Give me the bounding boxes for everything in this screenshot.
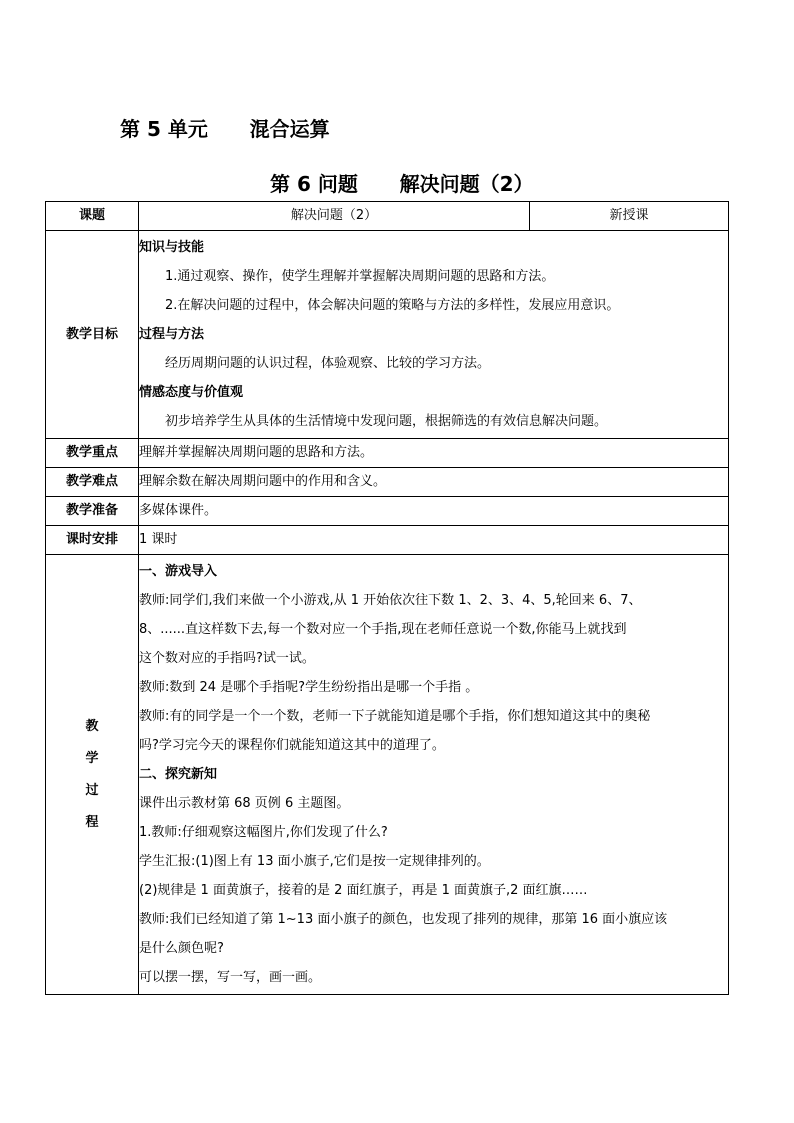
difficulty-value: 理解余数在解决周期问题中的作用和含义。	[139, 468, 729, 497]
row-process	[46, 555, 729, 995]
time-value: 1 课时	[139, 526, 729, 555]
goals-line: 经历周期问题的认识过程，体验观察、比较的学习方法。	[165, 355, 491, 371]
goals-line: 1.通过观察、操作，使学生理解并掌握解决周期问题的思路和方法。	[165, 268, 555, 284]
process-line: 教师:数到 24 是哪个手指呢?学生纷纷指出是哪一个手指 。	[139, 679, 479, 695]
lesson-plan-table	[45, 201, 729, 995]
process-heading: 一、游戏导入	[139, 563, 218, 579]
goals-line: 2.在解决问题的过程中，体会解决问题的策略与方法的多样性，发展应用意识。	[165, 297, 620, 313]
goals-heading: 知识与技能	[139, 239, 205, 255]
row-prep	[46, 497, 729, 526]
process-label-char: 学	[85, 750, 99, 766]
lesson-title: 第 6 问题 解决问题（2）	[270, 172, 534, 196]
process-line: 可以摆一摆，写一写，画一画。	[139, 969, 322, 985]
process-line: 是什么颜色呢?	[139, 940, 224, 956]
process-line: 8、......直这样数下去,每一个数对应一个手指,现在老师任意说一个数,你能马上就找到	[139, 621, 627, 637]
label-goals: 教学目标	[46, 231, 139, 439]
process-content	[139, 555, 729, 995]
label-process	[46, 555, 139, 995]
row-difficulty	[46, 468, 729, 497]
process-line: 这个数对应的手指吗?试一试。	[139, 650, 315, 666]
row-key	[46, 439, 729, 468]
process-label-char: 教	[85, 718, 99, 734]
label-difficulty: 教学难点	[46, 468, 139, 497]
key-value: 理解并掌握解决周期问题的思路和方法。	[139, 439, 729, 468]
row-goals	[46, 231, 729, 439]
lesson-type: 新授课	[530, 202, 729, 231]
process-line: 学生汇报:(1)图上有 13 面小旗子,它们是按一定规律排列的。	[139, 853, 490, 869]
process-line: 教师:有的同学是一个一个数，老师一下子就能知道是哪个手指，你们想知道这其中的奥秘	[139, 708, 651, 724]
goals-heading: 情感态度与价值观	[139, 384, 244, 400]
prep-value: 多媒体课件。	[139, 497, 729, 526]
process-line: 1.教师:仔细观察这幅图片,你们发现了什么?	[139, 824, 388, 840]
process-line: 吗?学习完今天的课程你们就能知道这其中的道理了。	[139, 737, 445, 753]
label-key: 教学重点	[46, 439, 139, 468]
process-label-char: 程	[85, 814, 99, 830]
row-time	[46, 526, 729, 555]
topic-value: 解决问题（2）	[139, 202, 530, 231]
process-lines	[139, 557, 728, 992]
row-topic	[46, 202, 729, 231]
goals-lines	[139, 233, 728, 436]
label-topic: 课题	[46, 202, 139, 231]
process-line: 教师:我们已经知道了第 1~13 面小旗子的颜色，也发现了排列的规律，那第 16 面小旗应该	[139, 911, 668, 927]
label-prep: 教学准备	[46, 497, 139, 526]
label-time: 课时安排	[46, 526, 139, 555]
goals-heading: 过程与方法	[139, 326, 205, 342]
process-line: (2)规律是 1 面黄旗子，接着的是 2 面红旗子，再是 1 面黄旗子,2 面红旗……	[139, 882, 588, 898]
process-label	[46, 719, 138, 831]
goals-line: 初步培养学生从具体的生活情境中发现问题，根据筛选的有效信息解决问题。	[165, 413, 608, 429]
process-line: 教师:同学们,我们来做一个小游戏,从 1 开始依次往下数 1、2、3、4、5,轮回来 6、7、	[139, 592, 642, 608]
process-line: 课件出示教材第 68 页例 6 主题图。	[139, 795, 350, 811]
unit-title: 第 5 单元 混合运算	[120, 117, 330, 141]
process-label-char: 过	[85, 782, 99, 798]
process-heading: 二、探究新知	[139, 766, 218, 782]
goals-content	[139, 231, 729, 439]
